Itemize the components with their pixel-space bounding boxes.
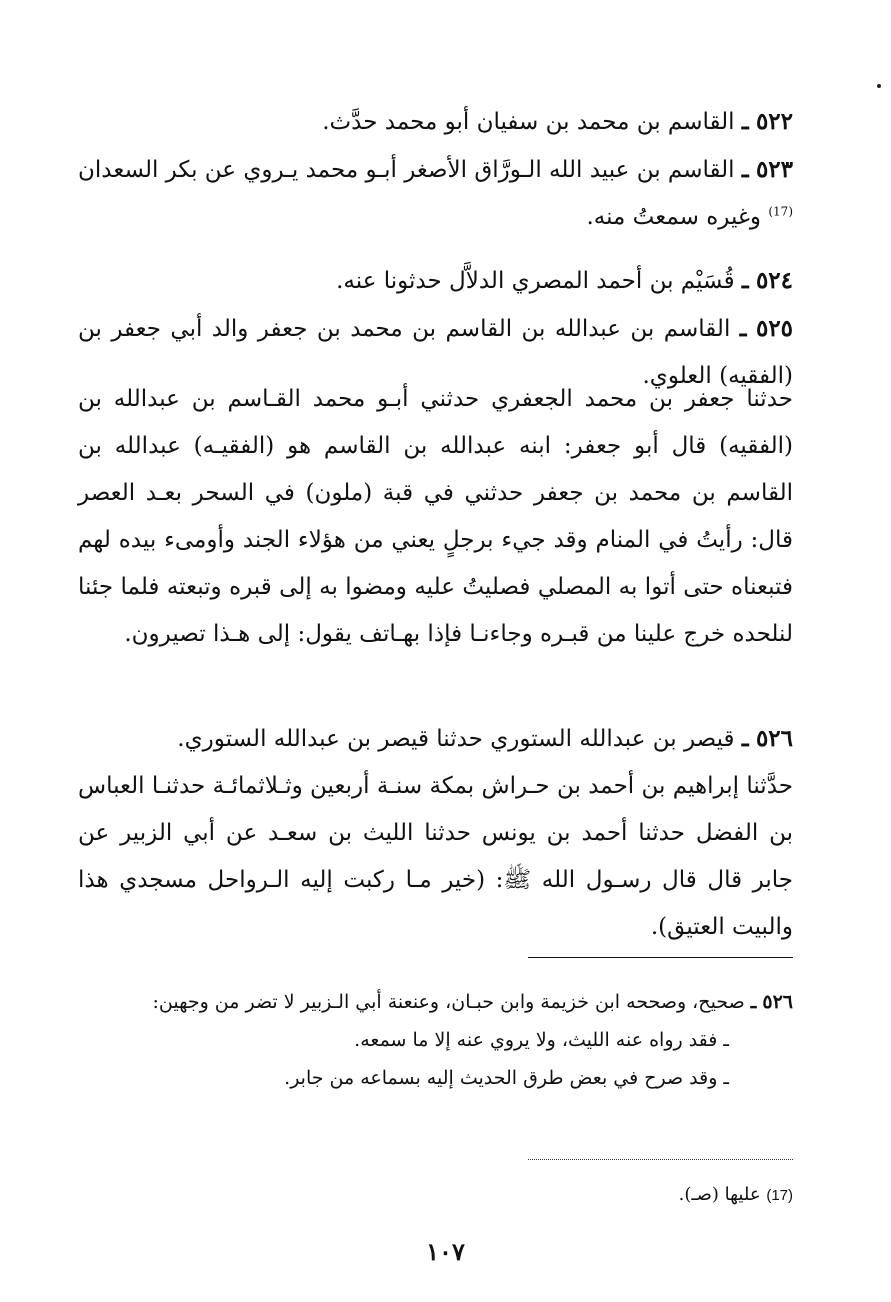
entry-dash: ـ — [741, 725, 749, 752]
entry-524 — [78, 257, 793, 305]
entry-number: ٥٢٢ — [755, 108, 793, 135]
note-item-2: ـ وقد صرح في بعض طرق الحديث إليه بسماعه من جابر. — [284, 1067, 729, 1089]
note-dash: ـ — [750, 991, 757, 1013]
footnote-17 — [500, 1180, 793, 1211]
entries-block-1 — [78, 98, 793, 400]
entry-dash: ـ — [739, 315, 747, 342]
entry-number: ٥٢٣ — [755, 156, 794, 183]
entry-text: قيصر بن عبدالله الستوري حدثنا قيصر بن عبدالله الستوري. — [177, 726, 735, 752]
entry-dash: ـ — [741, 108, 749, 135]
footnote-separator — [528, 1159, 793, 1160]
note-text: صحيح، وصححه ابن خزيمة وابن حبـان، وعنعنة أبي الـزبير لا تضر من وجهين: — [152, 991, 745, 1013]
notes-separator — [528, 957, 793, 958]
entry-text-continued: وغيره سمعتُ منه. — [586, 204, 762, 230]
note-526 — [82, 983, 793, 1021]
entry-number: ٥٢٥ — [755, 315, 794, 342]
entry-dash: ـ — [741, 267, 749, 294]
footnote-reference[interactable]: (17) — [768, 204, 793, 219]
entry-523 — [78, 146, 793, 241]
narration-526: حدَّثنا إبراهيم بن أحمد بن حـراش بمكة سنـة أربعين وثـلاثمائـة حدثنـا العباس بن الفضل حدثنا أحمد بن يونس حدثنا الليث بن سعـد عن أبي الزبير عن جابر قال قال رسـول الله ﷺ: (خير مـا ركبت إليه الـرواحل مسجدي هذا والبيت العتيق). — [78, 773, 793, 940]
entry-text: قُسَيْم بن أحمد المصري الدلاَّل حدثونا عنه. — [336, 268, 735, 294]
footnote-number: (17) — [766, 1187, 793, 1204]
entry-text: القاسم بن محمد بن سفيان أبو محمد حدَّث. — [322, 109, 735, 135]
note-item-1: ـ فقد رواه عنه الليث، ولا يروي عنه إلا ما سمعه. — [354, 1029, 729, 1051]
entry-text: القاسم بن عبيد الله الـورَّاق الأصغر أبـو محمد يـروي عن بكر السعدان — [78, 157, 735, 183]
footnote-text: عليها (صـ). — [678, 1184, 761, 1205]
entry-text: القاسم بن عبدالله بن القاسم بن محمد بن جعفر والد أبي جعفر بن (الفقيه) العلوي. — [78, 316, 793, 389]
page-number: ١٠٧ — [426, 1237, 465, 1266]
entry-number: ٥٢٤ — [755, 267, 793, 294]
narration-text: حدثنا جعفر بن محمد الجعفري حدثني أبـو محمد القـاسم بن عبدالله بن (الفقيه) قال أبو جعفر: ابنه عبدالله بن القاسم هو (الفقيـه) عبدالله بن القاسم بن محمد بن جعفر حدثني في قبة (ملون) في السحر بعـد العصر قال: رأيتُ في المنام وقد جيء برجلٍ يعني من هؤلاء الجند وأومىء بيده لهم فتبعناه حتى أتوا به المصلي فصليتُ عليه ومضوا به إلى قبره وتبعته فلما جئنا لنلحده خرج علينا من قبـره وجاءنـا فإذا بهـاتف يقول: إلى هـذا تصيرون. — [78, 386, 793, 647]
entries-block-2 — [78, 715, 793, 951]
corner-mark — [877, 84, 881, 88]
entry-number: ٥٢٦ — [755, 725, 793, 752]
note-number: ٥٢٦ — [762, 991, 793, 1013]
narration-525 — [78, 376, 793, 658]
entry-dash: ـ — [741, 156, 749, 183]
entry-522 — [78, 98, 793, 146]
commentary-notes — [82, 983, 793, 1097]
entry-526 — [78, 715, 793, 763]
